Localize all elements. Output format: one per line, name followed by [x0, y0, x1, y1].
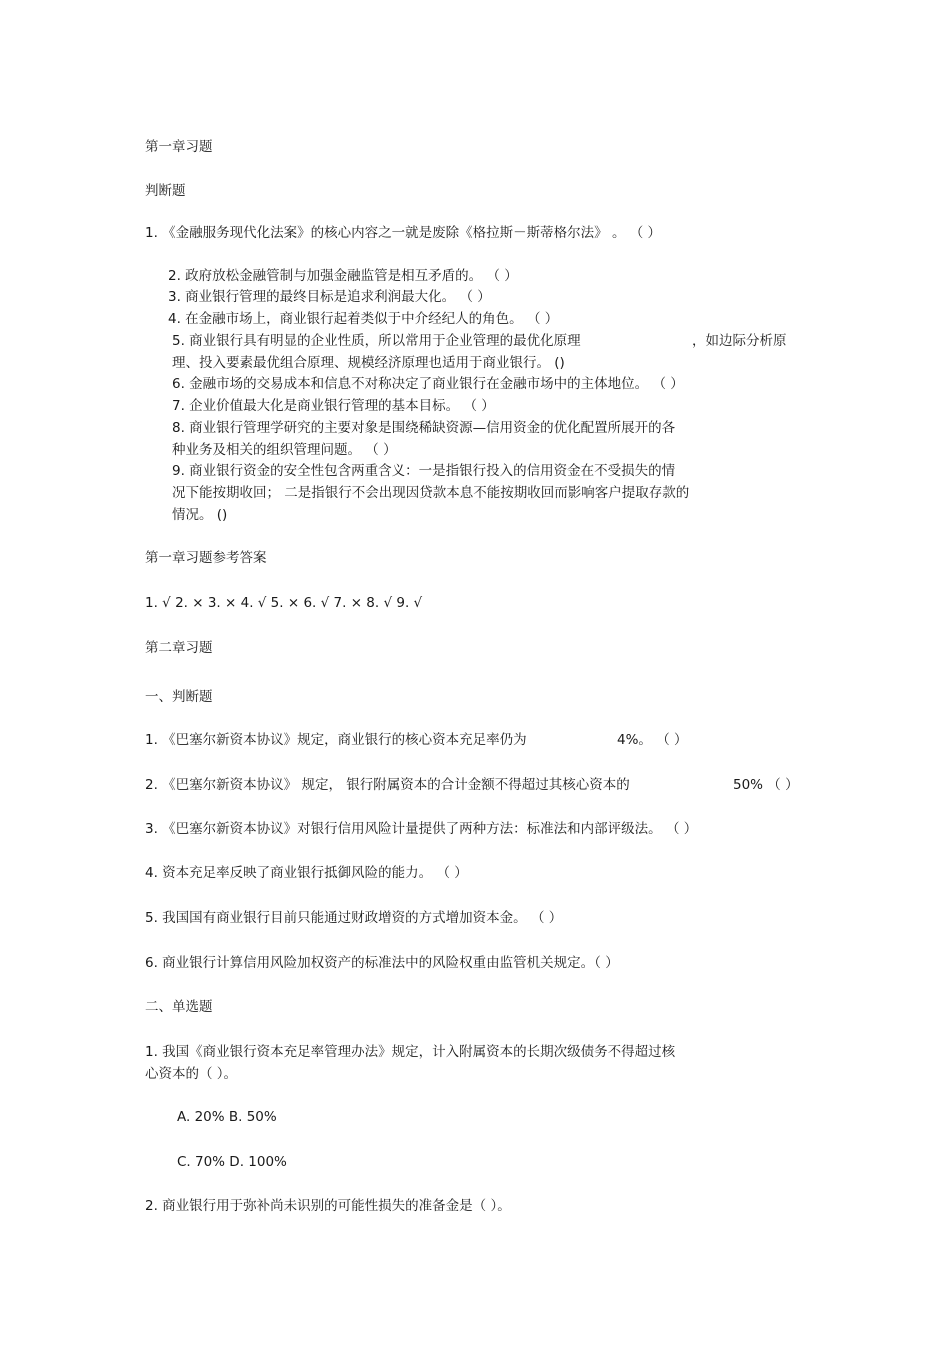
ch2-question-2: 2. 《巴塞尔新资本协议》 规定， 银行附属资本的合计金额不得超过其核心资本的 [145, 777, 630, 793]
ch1-question-8-line2: 种业务及相关的组织管理问题。 （ ） [172, 442, 397, 458]
ch1-question-2: 2. 政府放松金融管制与加强金融监管是相互矛盾的。 （ ） [168, 268, 518, 284]
ch1-question-9-line1: 9. 商业银行资金的安全性包含两重含义：一是指银行投入的信用资金在不受损失的情 [172, 463, 676, 479]
ch1-question-5-line1: 5. 商业银行具有明显的企业性质，所以常用于企业管理的最优化原理 [172, 333, 581, 349]
ch2-single-choice-1-line2: 心资本的（ ）。 [145, 1066, 238, 1082]
chapter1-answers-title: 第一章习题参考答案 [145, 550, 267, 566]
ch1-question-3: 3. 商业银行管理的最终目标是追求利润最大化。 （ ） [168, 289, 491, 305]
ch2-question-6: 6. 商业银行计算信用风险加权资产的标准法中的风险权重由监管机关规定。（ ） [145, 955, 619, 971]
chapter2-section-2-title: 二、单选题 [145, 999, 213, 1015]
ch2-single-choice-1-line1: 1. 我国《商业银行资本充足率管理办法》规定，计入附属资本的长期次级债务不得超过核 [145, 1044, 676, 1060]
ch1-question-9-line3: 情况。 () [172, 507, 228, 523]
ch2-question-5: 5. 我国国有商业银行目前只能通过财政增资的方式增加资本金。 （ ） [145, 910, 563, 926]
ch2-single-choice-1-options-cd: C. 70% D. 100% [177, 1154, 287, 1170]
ch1-question-1: 1. 《金融服务现代化法案》的核心内容之一就是废除《格拉斯－斯蒂格尔法》 。 （ ） [145, 225, 662, 241]
ch1-question-4: 4. 在金融市场上，商业银行起着类似于中介经纪人的角色。 （ ） [168, 311, 559, 327]
ch2-question-2-end: 50% （ ） [733, 777, 799, 793]
ch2-question-3: 3. 《巴塞尔新资本协议》对银行信用风险计量提供了两种方法：标准法和内部评级法。 （ ） [145, 821, 698, 837]
ch1-question-5-line2: 理、投入要素最优组合原理、规模经济原理也适用于商业银行。 () [172, 355, 565, 371]
ch1-question-9-line2: 况下能按期收回； 二是指银行不会出现因贷款本息不能按期收回而影响客户提取存款的 [172, 485, 690, 501]
chapter1-title: 第一章习题 [145, 139, 213, 155]
chapter2-title: 第二章习题 [145, 640, 213, 656]
ch2-single-choice-2: 2. 商业银行用于弥补尚未识别的可能性损失的准备金是（ ）。 [145, 1198, 511, 1214]
ch1-question-7: 7. 企业价值最大化是商业银行管理的基本目标。 （ ） [172, 398, 495, 414]
ch1-question-6: 6. 金融市场的交易成本和信息不对称决定了商业银行在金融市场中的主体地位。 （ ） [172, 376, 684, 392]
ch2-question-1-end: 4%。 （ ） [617, 732, 688, 748]
ch2-question-1: 1. 《巴塞尔新资本协议》规定，商业银行的核心资本充足率仍为 [145, 732, 527, 748]
ch2-question-4: 4. 资本充足率反映了商业银行抵御风险的能力。 （ ） [145, 865, 468, 881]
ch1-question-5-line1-end: ，如边际分析原 [692, 333, 787, 349]
ch1-question-8-line1: 8. 商业银行管理学研究的主要对象是围绕稀缺资源—信用资金的优化配置所展开的各 [172, 420, 676, 436]
chapter1-section-title: 判断题 [145, 183, 186, 199]
ch2-single-choice-1-options-ab: A. 20% B. 50% [177, 1109, 277, 1125]
chapter1-answers: 1. √ 2. × 3. × 4. √ 5. × 6. √ 7. × 8. √ 9. √ [145, 595, 423, 611]
chapter2-section-1-title: 一、判断题 [145, 689, 213, 705]
